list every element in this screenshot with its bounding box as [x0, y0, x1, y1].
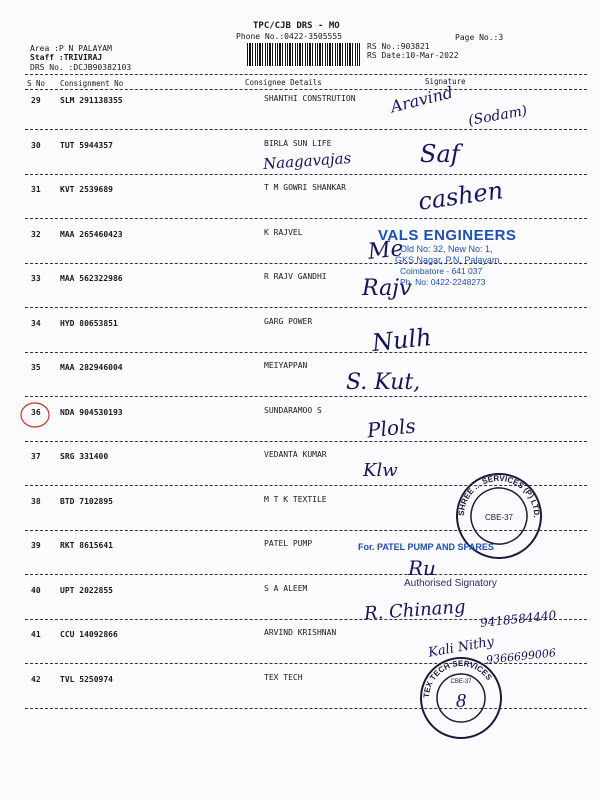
document-title: TPC/CJB DRS - MO — [253, 21, 340, 31]
signature-41: Kali Nithy — [427, 634, 496, 661]
row-consignee: SUNDARAMOO S — [264, 406, 322, 415]
signature-34: Nulh — [370, 322, 433, 358]
row-consignment-no: MAA 562322986 — [60, 274, 123, 283]
vals-stamp-line3: Coimbatore - 641 037 — [400, 266, 483, 276]
row-consignee: S A ALEEM — [264, 584, 308, 593]
row-consignment-no: TUT 5944357 — [60, 141, 113, 150]
vals-stamp-line4: Ph. No: 0422-2248273 — [400, 277, 486, 287]
phone-handwritten-41: 9366699006 — [485, 646, 557, 667]
row-consignment-no: MAA 265460423 — [60, 230, 123, 239]
signature-31: cashen — [416, 176, 505, 216]
row-sno: 39 — [31, 541, 41, 550]
signature-39: Ru — [408, 556, 436, 580]
receiver-name-30: Naagavajas — [262, 148, 352, 174]
signature-32: Me — [366, 236, 405, 265]
signature-33: Rajv — [362, 276, 412, 301]
row-divider — [25, 307, 587, 308]
barcode — [247, 43, 360, 66]
phone-handwritten-40: 9418584440 — [479, 608, 557, 630]
row-consignment-no: SRG 331400 — [60, 452, 109, 461]
patel-stamp-for: For. PATEL PUMP AND SPARES — [358, 542, 494, 552]
row-divider — [25, 263, 587, 264]
row-consignment-no: SLM 291138355 — [60, 96, 123, 105]
textech-round-seal — [418, 655, 504, 741]
row-sno: 42 — [31, 675, 41, 684]
row-sno: 37 — [31, 452, 41, 461]
row-36-circle-mark — [18, 400, 52, 430]
col-header-signature: Signature — [425, 77, 466, 86]
row-consignee: M T K TEXTILE — [264, 495, 327, 504]
signature-29: Aravind — [388, 82, 455, 117]
vals-stamp-line2: GKS Nagar, P.N. Palayam — [395, 255, 500, 265]
row-consignment-no: RKT 8615641 — [60, 541, 113, 550]
row-sno: 35 — [31, 363, 41, 372]
row-consignee: BIRLA SUN LIFE — [264, 139, 332, 148]
row-consignee: SHANTHI CONSTRUTION — [264, 94, 356, 103]
signature-40: R. Chinang — [363, 596, 467, 625]
signature-35: S. Kut, — [346, 370, 421, 395]
textech-seal-ring-text: TEX TECH SERVICES — [421, 658, 494, 699]
row-consignment-no: NDA 904530193 — [60, 408, 123, 417]
row-consignment-no: HYD 80653851 — [60, 319, 118, 328]
col-header-consignee: Consignee Details — [245, 78, 322, 87]
row-consignee: GARG POWER — [264, 317, 313, 326]
row-consignee: VEDANTA KUMAR — [264, 450, 327, 459]
row-consignment-no: TVL 5250974 — [60, 675, 113, 684]
textech-seal-center: CBE-37 — [450, 679, 472, 685]
row-consignee: ARVIND KRISHNAN — [264, 628, 337, 637]
row-consignment-no: BTD 7102895 — [60, 497, 113, 506]
row-consignment-no: CCU 14092866 — [60, 630, 118, 639]
rs-number: RS No.:903821 — [367, 42, 430, 51]
drs-number: DRS No. :DCJB90382103 — [30, 63, 132, 72]
row-divider — [25, 174, 587, 175]
row-consignee: PATEL PUMP — [264, 539, 313, 548]
row-divider — [25, 441, 587, 442]
rs-date: RS Date:10-Mar-2022 — [367, 51, 459, 60]
shree-seal-ring-text: SHREE ... SERVICES (P) LTD. — [456, 473, 542, 518]
staff-label: Staff :TRIVIRAJ — [30, 53, 103, 62]
row-consignment-no: MAA 282946004 — [60, 363, 123, 372]
row-sno: 32 — [31, 230, 41, 239]
row-divider — [25, 129, 587, 130]
row-sno: 34 — [31, 319, 41, 328]
row-sno: 30 — [31, 141, 41, 150]
row-divider — [25, 396, 587, 397]
signature-36: Plols — [365, 413, 417, 443]
row-divider — [25, 352, 587, 353]
header-rule-top — [25, 74, 587, 75]
row-sno: 36 — [31, 408, 41, 417]
row-consignment-no: KVT 2539689 — [60, 185, 113, 194]
vals-stamp-name: VALS ENGINEERS — [378, 227, 517, 244]
row-sno: 41 — [31, 630, 41, 639]
row-consignee: R RAJV GANDHI — [264, 272, 327, 281]
phone-number: Phone No.:0422-3505555 — [236, 32, 342, 41]
signature-37: Klw — [363, 460, 398, 481]
area-label: Area :P N PALAYAM — [30, 44, 112, 53]
row-divider — [25, 218, 587, 219]
row-consignment-no: UPT 2022855 — [60, 586, 113, 595]
row-consignee: MEIYAPPAN — [264, 361, 308, 370]
shree-seal-center: CBE-37 — [484, 513, 514, 522]
page-number: Page No.:3 — [455, 33, 504, 42]
patel-stamp-signatory: Authorised Signatory — [404, 578, 497, 589]
col-header-consignment: Consignment No — [60, 79, 124, 88]
row-sno: 29 — [31, 96, 41, 105]
row-sno: 38 — [31, 497, 41, 506]
signature-29-note: (Sodam) — [467, 102, 529, 130]
signature-30: Saf — [420, 140, 460, 168]
row-divider — [25, 574, 587, 575]
row-sno: 33 — [31, 274, 41, 283]
row-sno: 40 — [31, 586, 41, 595]
svg-text:SHREE ... SERVICES (P) LTD. — [457, 474, 541, 518]
row-consignee: TEX TECH — [264, 673, 303, 682]
row-sno: 31 — [31, 185, 41, 194]
vals-stamp-line1: Old No: 32, New No: 1, — [400, 244, 493, 254]
row-consignee: K RAJVEL — [264, 228, 303, 237]
signature-42: 8 — [456, 690, 466, 712]
header-rule-bottom — [25, 89, 587, 90]
row-consignee: T M GOWRI SHANKAR — [264, 183, 346, 192]
col-header-sno: S No — [27, 79, 46, 88]
